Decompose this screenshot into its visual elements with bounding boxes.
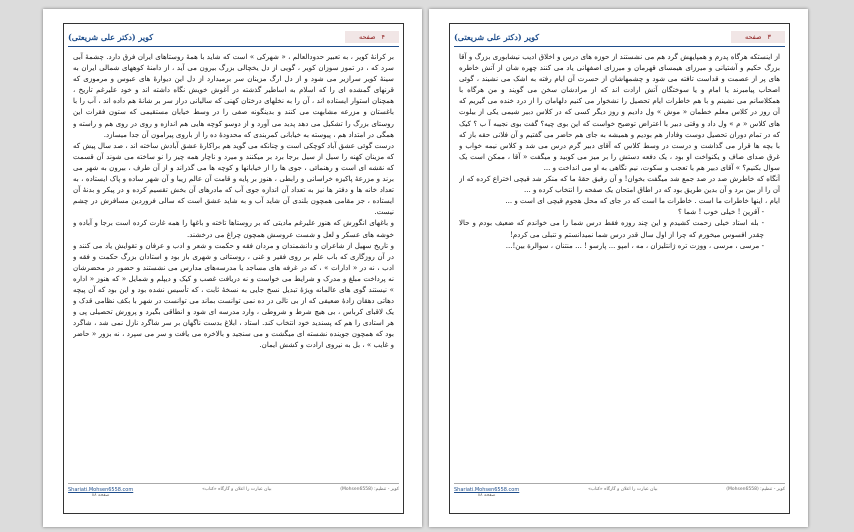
page-footer — [454, 483, 785, 505]
footer-website-link[interactable]: Shariati.Mohsen6558.com — [454, 487, 520, 493]
page-frame — [449, 23, 790, 514]
paragraph: از اینستکه هرگاه پدرم و همپایهش گرد هم می نشستند از حوزه های درس و اخلاق ادیب نیشابوری بزرگ و آقا بزرگ حکیم و آشتیانی و میرزای هیمسای قهرمان و میرزای اصفهانی یاد می کنند چهره شان از آتش خاطره های پر از عصمت و قداست تافته می شود و چشمهاشان از حسرت آن ایام رفته به اشک می نشیند ، گوئی اصحاب پیامبرند یا امام و یا سوختگان آتش ارادت اند که از مرادشان سخن می گویند و من هرگاه با همکلاسانم می نشینم و با هم خاطرات ایام تحصیل را نشخوار می کنیم دلهامان را از درد خنده می گیریم که آن روز در کلاس معلم خطمان « موش » ول دادیم و روز دیگر کسی که در کلاس دبیر شیمی یکی از بیلوت های کلاس « م » ول داد و وقتی دبیر با اعتراض توضیح خواست که این بوی چیه؟ گفت بوی نجیبه آ ب ؟ کیک که در تمام دوران تحصیل دوست وفادار هم بودیم و همیشه به جای هم حاضر می گفتیم و آن فلانی حقه باز که با بچه ها قرار می گذاشت و درست در وسط کلاس که آقای دبیر گرم درس می شد و کلاس نیمه خواب و غرق صدای صاف و یکنواخت او بود ، یک دفعه دستش را بر میز می کوبید و میگفت « آقا ، ممکن است یک سوال بکنیم؟ » آقای دبیر هم با تعجب و سکوت، نیم نگاهی به او می انداخت و ... — [459, 52, 780, 172]
paragraph: ایام ، اینها خاطرات ما است . خاطرات ما است که در جای که محل هجوم قیچی ای است و ... — [505, 196, 780, 206]
footer-website-link[interactable]: Shariati.Mohsen6558.com — [68, 487, 134, 493]
paragraph: آنگاه که خاطرش صد در صد جمع شد میگفت بخوان! و آن رفیق حقهٔ ما که منکر شد قیچی اختراع کرده که از آن را از بین برد و آن بدین طریق بود که در اطاق امتحان یک صفحه را انتخاب کرده و ... — [459, 174, 780, 195]
paragraph: و تاریخ سهیل از شاعران و دانشمندان و مردان فقه و حکمت و شعر و ادب و عرفان و تقوایش یاد می کنند و در آن روزگاری که باب علم بر روی فقیر و غنی ، روستائی و شهری باز بود و استادان بزرگ حکمت و فقه و ادب ، نه در « ادارات » ، که در غرفه های مساجد یا مدرسه‌های مدارس می نشستند و حضور در محضرشان نه پرداخت مبلغ و مدرک و شرایط می خواست و نه دریافت غصب و کیک و دیپلم و شمایل « که هنوز « اداره » نیستند گوی های عالمانه ویژهٔ تبدیل نسخ جایی به نسخهٔ ثابت ، که تأسیس نشده بود و این بود که آن پیچه دهاتی دهقان زادهٔ ضعیفی که از بی تالی در ده نمی توانست بماند می توانست در شهر با بکف نظامی قدک و یک لاقبای کرباس ، بی هیچ شرط و شروطی ، وارد مدرسه ای شود و انطاقی بگیرد و پرورش تحصیلی پی و هر استادی را هم که پسندید خود انتخاب کند. استاد ، ابلاغ بدست ناگهان بر سر شاگرد نازل نمی شد ، شاگرد بود که همچون جوینده نشسته ای میگشت و می سنجید و بالاخره می یافت و سر می سپرد ، نه بزور « حاضر و غایب » ، بل به نیروی ارادت و کشش ایمان. — [73, 240, 394, 350]
page-header — [454, 30, 785, 44]
document-page-left — [43, 9, 422, 527]
footer-page-number: صفحه ۸۸ — [477, 493, 496, 498]
page-number: ۳ — [767, 33, 771, 41]
paragraph: درست گوئی عشق آباد کوچکی است و چنانکه می گوید هم براکارهٔ عشق آبادش ساخته اند ، صد سال پیش که که مزینان کهنه را سیل از سیل برجا برد بر میکنند و میرد و ناچار همه چیز را نو ساخته می شوند آن قسمت که نقشه ای است و رهنمائی ، جوی ها را از خیابانها و کوچه ها می گذراند و از آن طرف ، بیرون به شهر می برند و مزرعهٔ پاکیزه خراسانی و رابطی ، هنوز بر پایه و قامت آن عالم زیبا و آن شهر ساده و پاک ایستاده ، به تعداد خانه ها و دفتر ها نیز به تعداد آن اندازه جوی آب که مادرهای آن بخش تقسیم کرده و در پیکر و بدنهٔ آن ایستاده ، جز مقامی همچون بلندی آن شاید آب و به شاید عشق است که سالی فروردین مسافرش در چشم نیست. — [73, 140, 394, 217]
page-header — [68, 30, 399, 44]
header-rule — [68, 46, 399, 47]
footer-credit: کویر - تنظیم: (Mohsen6558) — [726, 487, 785, 492]
footer-center-text: بیان عبارت را اعلان و گارگاه «کتاب» — [202, 487, 272, 492]
document-page-right — [429, 9, 808, 527]
footer-center-text: بیان عبارت را اعلان و گارگاه «کتاب» — [588, 487, 658, 492]
page-body — [73, 51, 394, 447]
page-number-box — [731, 31, 785, 43]
header-title: کویر (دکتر علی شریعتی) — [68, 32, 154, 42]
dialogue-line: - آقرین ! خیلی خوب ! شما ؟ — [677, 207, 764, 217]
dialogue-line: - مرسی ، مرسی ، ووزت تره ژانتلیزان ، مه ، امپو ... پارسو ! ... منتنان ، سوالرة بین!... — [505, 240, 764, 250]
page-frame — [63, 23, 404, 514]
page-number-box — [345, 31, 399, 43]
page-label: صفحه — [745, 33, 762, 41]
page-number: ۴ — [381, 33, 385, 41]
footer-credit: کویر - تنظیم: (Mohsen6558) — [340, 487, 399, 492]
header-rule — [454, 46, 785, 47]
paragraph: و باغهای انگورش که هنوز علیرغم مادیتی که بر روستاها تاخته و باغها را همه غارت کرده است برجا و آباده و خوشه های عسکر و لعل و شست عروسش همچون چراغ می درخشند. — [73, 218, 394, 239]
paragraph: بر کرانهٔ کویر ، به تعبیر حدودالعالم ، « شهرکی » است که شاید با همهٔ روستاهای ایران فرق دارد. چشمهٔ آبی سرد که ، در تموز سوزان کویر ، گویی از دل یخچالی بزرگ بیرون می آید ، از دامنهٔ کوههای شمالی ایران به سینهٔ کویر سرازیر می شود و از دل ارگ مزینان سر برمیدارد از دل این دیوارهٔ های عبوس و مرموزی که قرنهای گمشده ای را که اسلام به اساطیر گذشته در آغوش خویش نگاه داشته اند و خود علیرغم تاریخ ، همچنان استوار ایستاده اند ، آن را به نخلهای درختان کهنی که سالیانی دراز سر بر شانهٔ هم داده اند ، آب را با باغستان و مزرعه مشابهت می کنند و بدینگونه صفی را در وسط خیابان مستقیمی که ستون فقرات این روستای بزرگ را تشکیل می دهد پدید می آورد و از دوسو کوچه هایی هم اندازه و روی در روی هم و راسته و همگی در امتداد هم ، پیوسته به خیابانی کمربندی که محدودهٔ ده را از باروی پیرامون آن جدا میسازد. — [73, 52, 394, 139]
footer-page-number: صفحه ۸۸ — [91, 493, 110, 498]
page-label: صفحه — [359, 33, 376, 41]
page-body — [459, 51, 780, 447]
dialogue-line: - بله استاد خیلی زحمت کشیدم و این چند روزه فقط درس شما را می خواندم که ضعیف بودم و حالا چقدر افسوس میخورم که چرا از اول سال قدر درس شما نمیدانستم و تنبلی می کردم! — [459, 218, 764, 239]
page-footer — [68, 483, 399, 505]
header-title: کویر (دکتر علی شریعتی) — [454, 32, 540, 42]
